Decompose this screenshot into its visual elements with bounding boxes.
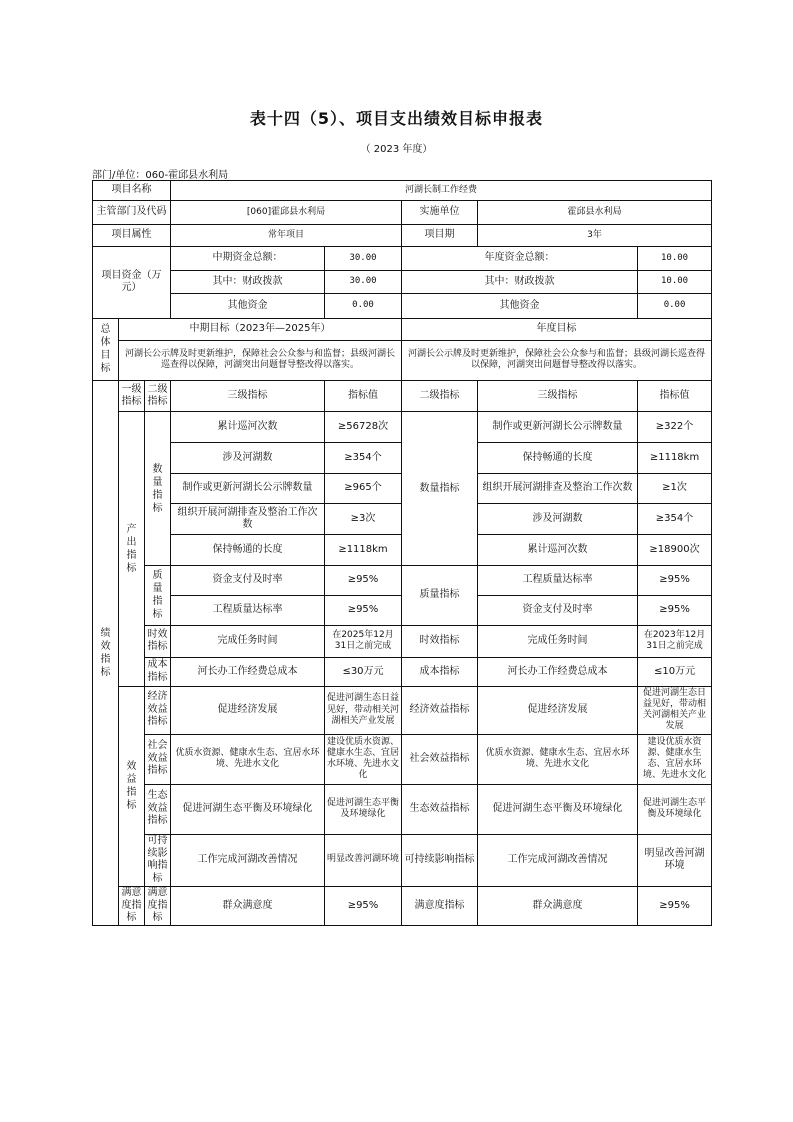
- table-row: [93, 625, 712, 658]
- indicator-name: 优质水资源、健康水生态、宜居水环境、先进水文化: [171, 734, 325, 784]
- page-title: 表十四（5）、项目支出绩效目标申报表: [249, 109, 544, 128]
- indicator-value: 明显改善河湖环境: [638, 834, 712, 886]
- timeliness-label: 时效指标: [145, 625, 171, 658]
- project-name-label: 项目名称: [93, 181, 171, 201]
- year-quality-label: 质量指标: [402, 566, 478, 625]
- benefit-label: 效益指标: [119, 686, 145, 886]
- quality-label: 质量指标: [145, 566, 171, 625]
- year-timeliness-label: 时效指标: [402, 625, 478, 658]
- indicator-value: 促进河湖生态平衡及环境绿化: [638, 784, 712, 834]
- indicator-name: 促进经济发展: [478, 686, 638, 734]
- year-ecological-label: 生态效益指标: [402, 784, 478, 834]
- row-goals-text: [93, 341, 712, 381]
- level2-header: 二级指标: [145, 380, 171, 412]
- dept-value: [060]霍邱县水利局: [171, 201, 402, 224]
- indicator-name: 涉及河湖数: [171, 443, 325, 474]
- table-row: [93, 686, 712, 734]
- indicator-value: ≥3次: [325, 504, 402, 535]
- satisfaction-sub-label: 满意度指标: [145, 886, 171, 925]
- indicator-name: 工程质量达标率: [478, 566, 638, 596]
- indicator-value: 建设优质水资源、健康水生态、宜居水环境、先进水文化: [325, 734, 402, 784]
- attr-value: 常年项目: [171, 224, 402, 246]
- indicator-name: 群众满意度: [171, 886, 325, 925]
- row-funds-total: [93, 247, 712, 270]
- indicator-value: ≥95%: [638, 595, 712, 625]
- value-header: 指标值: [325, 380, 402, 412]
- year-fiscal-label: 其中：财政拨款: [402, 270, 638, 293]
- mid-other-value: 0.00: [325, 294, 402, 318]
- indicator-name: 制作或更新河湖长公示牌数量: [171, 473, 325, 504]
- row-project-name: [93, 181, 712, 201]
- indicator-value: 促进河湖生态平衡及环境绿化: [325, 784, 402, 834]
- table-row: [93, 834, 712, 886]
- mid-fiscal-value: 30.00: [325, 270, 402, 293]
- indicator-name: 完成任务时间: [478, 625, 638, 658]
- indicator-value: ≥1次: [638, 473, 712, 504]
- year-total-label: 年度资金总额：: [402, 247, 638, 270]
- impl-label: 实施单位: [402, 201, 478, 224]
- level3-header: 三级指标: [171, 380, 325, 412]
- indicator-name: 工程质量达标率: [171, 595, 325, 625]
- goals-mid-header: 中期目标（2023年—2025年）: [119, 318, 402, 340]
- indicator-value: ≥354个: [638, 504, 712, 535]
- goals-year-header: 年度目标: [402, 318, 712, 340]
- indicator-name: 累计巡河次数: [171, 412, 325, 443]
- funds-label: 项目资金（万元）: [93, 247, 171, 318]
- indicator-name: 组织开展河湖排查及整治工作次数: [171, 504, 325, 535]
- year-social-label: 社会效益指标: [402, 734, 478, 784]
- indicator-value: ≥354个: [325, 443, 402, 474]
- goals-mid-text: 河湖长公示牌及时更新维护，保障社会公众参与和监督；县级河湖长巡查得以保障，河湖突出问题督导整改得以落实。: [119, 341, 402, 381]
- indicator-name: 群众满意度: [478, 886, 638, 925]
- indicator-value: ≥1118km: [325, 534, 402, 566]
- year-fiscal-value: 10.00: [638, 270, 712, 293]
- indicator-value: 建设优质水资源、健康水生态、宜居水环境、先进水文化: [638, 734, 712, 784]
- year-economic-label: 经济效益指标: [402, 686, 478, 734]
- year-quantity-label: 数量指标: [402, 412, 478, 566]
- mid-other-label: 其他资金: [171, 294, 325, 318]
- year-level2-header: 二级指标: [402, 380, 478, 412]
- indicator-name: 河长办工作经费总成本: [478, 658, 638, 687]
- mid-total-label: 中期资金总额：: [171, 247, 325, 270]
- year-other-value: 0.00: [638, 294, 712, 318]
- goals-label: 总体目标: [93, 318, 119, 380]
- indicator-value: 在2023年12月31日之前完成: [638, 625, 712, 658]
- impl-value: 霍邱县水利局: [478, 201, 712, 224]
- indicator-name: 促进河湖生态平衡及环境绿化: [171, 784, 325, 834]
- indicator-value: 促进河湖生态日益见好，带动相关河湖相关产业发展: [325, 686, 402, 734]
- indicator-value: ≥95%: [638, 886, 712, 925]
- indicator-value: ≥56728次: [325, 412, 402, 443]
- project-name-value: 河湖长制工作经费: [171, 181, 712, 201]
- indicator-name: 制作或更新河湖长公示牌数量: [478, 412, 638, 443]
- indicator-value: ≥95%: [325, 566, 402, 596]
- indicator-name: 促进河湖生态平衡及环境绿化: [478, 784, 638, 834]
- indicator-name: 累计巡河次数: [478, 534, 638, 566]
- indicator-value: 明显改善河湖环境: [325, 834, 402, 886]
- cost-label: 成本指标: [145, 658, 171, 687]
- row-indicator-header: [93, 380, 712, 412]
- year-level3-header: 三级指标: [478, 380, 638, 412]
- table-row: [93, 658, 712, 687]
- attr-label: 项目属性: [93, 224, 171, 246]
- dept-line: 部门/单位：060-霍邱县水利局: [92, 170, 229, 181]
- indicator-value: ≥1118km: [638, 443, 712, 474]
- table-row: [93, 784, 712, 834]
- indicator-name: 河长办工作经费总成本: [171, 658, 325, 687]
- output-label: 产出指标: [119, 412, 145, 686]
- indicator-name: 保持畅通的长度: [478, 443, 638, 474]
- ecological-label: 生态效益指标: [145, 784, 171, 834]
- performance-form-table: [92, 180, 712, 926]
- indicator-name: 促进经济发展: [171, 686, 325, 734]
- indicator-value: ≥95%: [325, 886, 402, 925]
- goals-year-text: 河湖长公示牌及时更新维护，保障社会公众参与和监督；县级河湖长巡查得以保障，河湖突出问题督导整改得以落实。: [402, 341, 712, 381]
- year-value-header: 指标值: [638, 380, 712, 412]
- mid-fiscal-label: 其中：财政拨款: [171, 270, 325, 293]
- year-other-label: 其他资金: [402, 294, 638, 318]
- quantity-label: 数量指标: [145, 412, 171, 566]
- economic-label: 经济效益指标: [145, 686, 171, 734]
- indicators-label: 绩效指标: [93, 380, 119, 925]
- dept-label: 主管部门及代码: [93, 201, 171, 224]
- indicator-value: ≥322个: [638, 412, 712, 443]
- year-satisfaction-label: 满意度指标: [402, 886, 478, 925]
- indicator-value: ≤10万元: [638, 658, 712, 687]
- indicator-value: ≥965个: [325, 473, 402, 504]
- indicator-value: ≥95%: [638, 566, 712, 596]
- row-project-dept: [93, 201, 712, 224]
- table-row: [93, 412, 712, 443]
- table-row: [93, 886, 712, 925]
- social-label: 社会效益指标: [145, 734, 171, 784]
- indicator-name: 优质水资源、健康水生态、宜居水环境、先进水文化: [478, 734, 638, 784]
- row-funds-fiscal: [93, 270, 712, 293]
- indicator-name: 工作完成河湖改善情况: [478, 834, 638, 886]
- indicator-value: 促进河湖生态日益见好，带动相关河湖相关产业发展: [638, 686, 712, 734]
- row-project-attr: [93, 224, 712, 246]
- row-funds-other: [93, 294, 712, 318]
- sustainable-label: 可持续影响指标: [145, 834, 171, 886]
- indicator-name: 涉及河湖数: [478, 504, 638, 535]
- year-cost-label: 成本指标: [402, 658, 478, 687]
- mid-total-value: 30.00: [325, 247, 402, 270]
- indicator-value: ≤30万元: [325, 658, 402, 687]
- row-goals-header: [93, 318, 712, 340]
- year-total-value: 10.00: [638, 247, 712, 270]
- indicator-value: ≥18900次: [638, 534, 712, 566]
- indicator-name: 工作完成河湖改善情况: [171, 834, 325, 886]
- indicator-name: 完成任务时间: [171, 625, 325, 658]
- indicator-name: 组织开展河湖排查及整治工作次数: [478, 473, 638, 504]
- year-sustainable-label: 可持续影响指标: [402, 834, 478, 886]
- level1-header: 一级指标: [119, 380, 145, 412]
- period-value: 3年: [478, 224, 712, 246]
- indicator-value: 在2025年12月31日之前完成: [325, 625, 402, 658]
- indicator-name: 资金支付及时率: [171, 566, 325, 596]
- indicator-name: 资金支付及时率: [478, 595, 638, 625]
- indicator-value: ≥95%: [325, 595, 402, 625]
- table-row: [93, 566, 712, 596]
- satisfaction-label: 满意度指标: [119, 886, 145, 925]
- period-label: 项目期: [402, 224, 478, 246]
- year-line: （ 2023 年度）: [360, 144, 433, 155]
- indicator-name: 保持畅通的长度: [171, 534, 325, 566]
- table-row: [93, 734, 712, 784]
